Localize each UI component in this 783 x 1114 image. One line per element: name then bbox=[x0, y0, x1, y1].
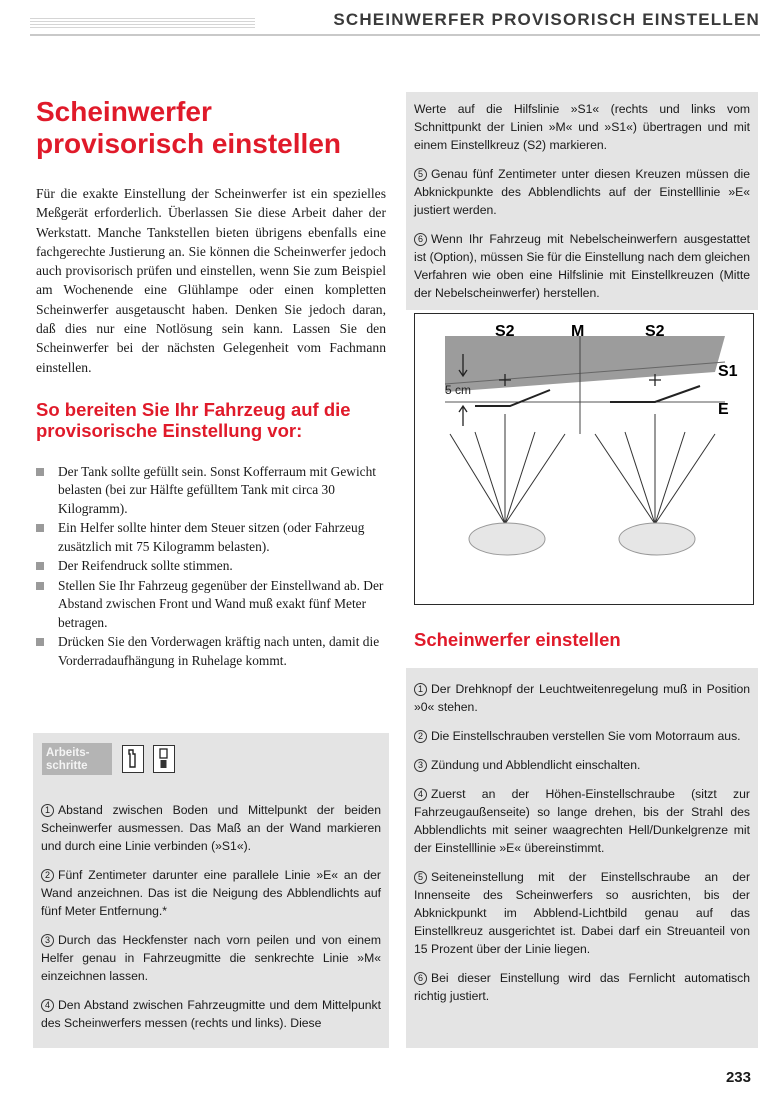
step-number-badge: 1 bbox=[41, 804, 54, 817]
list-item bbox=[36, 557, 386, 576]
beam-lines-right bbox=[595, 414, 715, 524]
label-m: M bbox=[571, 323, 585, 340]
work-steps-box bbox=[33, 733, 389, 1048]
arrow-up-icon bbox=[459, 406, 467, 426]
step-paragraph bbox=[414, 230, 750, 302]
step-number-badge: 1 bbox=[414, 683, 427, 696]
list-item bbox=[36, 519, 386, 556]
bullet-square-icon bbox=[36, 524, 44, 532]
step-paragraph bbox=[414, 756, 750, 774]
headlight-diagram bbox=[414, 313, 754, 605]
wall-shade bbox=[445, 336, 725, 392]
adjust-heading: Scheinwerfer einstellen bbox=[414, 629, 621, 650]
step-number-badge: 3 bbox=[414, 759, 427, 772]
header-decoration bbox=[30, 16, 255, 28]
intro-paragraph: Für die exakte Einstellung der Scheinwerfer ist ein spezielles Meßgerät erforderlich. Überlassen Sie diese Arbeit daher der Werkstatt. Manche Tankstellen bieten übrigens ebenfalls eine fachgerechte Justierung an. Sie können die Scheinwerfer jedoch auch provisorisch prüfen und einstellen, wenn Sie zum Beispiel am Wochenende eine Glühlampe oder einen kompletten Scheinwerfer ausgetauscht haben. Denken Sie jedoch daran, daß dies nur eine Notlösung sein kann. Lassen Sie den Scheinwerfer bei der nächsten Gelegenheit vom Fachmann einstellen. bbox=[36, 186, 386, 375]
label-s1: S1 bbox=[718, 363, 738, 380]
step-text: Fünf Zentimeter darunter eine parallele Linie »E« an der Wand anzeichnen. Das ist die Neigung des Abblendlichts auf fünf Meter Entfernung.* bbox=[41, 868, 381, 918]
label-5cm: 5 cm bbox=[445, 383, 472, 397]
bullet-square-icon bbox=[36, 468, 44, 476]
wrench-icon bbox=[122, 745, 144, 773]
step-number-badge: 3 bbox=[41, 934, 54, 947]
list-item-text: Der Reifendruck sollte stimmen. bbox=[58, 558, 233, 574]
label-s2-left: S2 bbox=[495, 323, 515, 340]
work-steps-label-line2: schritte bbox=[46, 760, 88, 772]
step-text: Durch das Heckfenster nach vorn peilen und von einem Helfer genau in Fahrzeugmitte die senkrechte Linie »M« einzeichnen lassen. bbox=[41, 933, 381, 983]
bulb-icon bbox=[153, 745, 175, 773]
step-text: Zuerst an der Höhen-Einstellschraube (sitzt zur Fahrzeugaußenseite) so lange drehen, bis der Strahl des Abblendlichts mit seiner waagrechten Hell/Dunkelgrenze mit der Einstelllinie »E« übereinstimmt. bbox=[414, 787, 750, 855]
step-paragraph bbox=[414, 969, 750, 1005]
cutoff-left bbox=[475, 390, 550, 406]
step-number-badge: 4 bbox=[41, 999, 54, 1012]
beam-lines-left bbox=[450, 414, 565, 524]
list-item bbox=[36, 463, 386, 519]
step-number-badge: 2 bbox=[414, 730, 427, 743]
preparation-list bbox=[36, 463, 386, 671]
work-steps-label-line1: Arbeits- bbox=[46, 747, 90, 759]
step-paragraph bbox=[41, 866, 381, 920]
step-number-badge: 4 bbox=[414, 788, 427, 801]
work-steps-label bbox=[42, 743, 112, 775]
step-text: Die Einstellschrauben verstellen Sie vom Motorraum aus. bbox=[431, 729, 741, 743]
step-text: Genau fünf Zentimeter unter diesen Kreuzen müssen die Abknickpunkte des Abblendlichts auf der Einstelllinie »E« justiert werden. bbox=[414, 167, 750, 217]
bullet-square-icon bbox=[36, 582, 44, 590]
step-text: Bei dieser Einstellung wird das Fernlicht automatisch richtig justiert. bbox=[414, 971, 750, 1003]
list-item bbox=[36, 633, 386, 670]
label-s2-right: S2 bbox=[645, 323, 665, 340]
bullet-square-icon bbox=[36, 562, 44, 570]
list-item-text: Stellen Sie Ihr Fahrzeug gegenüber der Einstellwand ab. Der Abstand zwischen Front und Wand muß exakt fünf Meter betragen. bbox=[58, 577, 384, 630]
headlamp-right-icon bbox=[619, 523, 695, 555]
step-text: Den Abstand zwischen Fahrzeugmitte und dem Mittelpunkt des Scheinwerfers messen (rechts und links). Diese bbox=[41, 998, 381, 1030]
right-bottom-text bbox=[414, 680, 750, 1016]
step-paragraph bbox=[414, 785, 750, 857]
step-text: Seiteneinstellung mit der Einstellschraube an der Innenseite des Scheinwerfers so ausrichten, bis der Abknickpunkt im Abblend-Lichtbild genau auf das Einstellkreuz ausgerichtet ist. Dabei darf ein Streuanteil von 15 Prozent über der Linie liegen. bbox=[414, 870, 750, 956]
step-number-badge: 2 bbox=[41, 869, 54, 882]
step-paragraph bbox=[41, 931, 381, 985]
step-number-badge: 6 bbox=[414, 972, 427, 985]
step-paragraph bbox=[41, 996, 381, 1032]
list-item-text: Der Tank sollte gefüllt sein. Sonst Kofferraum mit Gewicht belasten (bei zur Hälfte gefülltem Tank mit circa 30 Kilogramm). bbox=[58, 463, 377, 516]
bullet-square-icon bbox=[36, 638, 44, 646]
list-item-text: Ein Helfer sollte hinter dem Steuer sitzen (oder Fahrzeug zusätzlich mit 75 Kilogramm belasten). bbox=[58, 520, 365, 554]
right-top-text bbox=[414, 100, 750, 313]
left-column bbox=[36, 96, 386, 671]
step-paragraph bbox=[414, 680, 750, 716]
label-e: E bbox=[718, 401, 729, 418]
step-number-badge: 5 bbox=[414, 168, 427, 181]
page-header bbox=[30, 8, 760, 36]
work-steps-text bbox=[41, 801, 381, 1043]
header-title: SCHEINWERFER PROVISORISCH EINSTELLEN bbox=[333, 10, 760, 29]
preparation-heading: So bereiten Sie Ihr Fahrzeug auf die provisorische Einstellung vor: bbox=[36, 398, 351, 441]
page-title: Scheinwerfer provisorisch einstellen bbox=[36, 96, 341, 159]
step-paragraph bbox=[414, 868, 750, 958]
step-text: Wenn Ihr Fahrzeug mit Nebelscheinwerfern ausgestattet ist (Option), müssen Sie für die Einstellung nach dem gleichen Verfahren wie oben eine Hilfslinie mit Einstellkreuzen (Mitte der Nebelscheinwerfer) herstellen. bbox=[414, 232, 751, 300]
continuation-paragraph: Werte auf die Hilfslinie »S1« (rechts und links vom Schnittpunkt der Linien »M« und »S1«) übertragen und mit einem Einstellkreuz (S2) markieren. bbox=[414, 102, 750, 152]
step-text: Abstand zwischen Boden und Mittelpunkt der beiden Scheinwerfer ausmessen. Das Maß an der Wand markieren und durch eine Linie verbinden (»S1«). bbox=[41, 803, 381, 853]
headlamp-left-icon bbox=[469, 523, 545, 555]
page-number: 233 bbox=[725, 1069, 751, 1086]
step-paragraph bbox=[414, 727, 750, 745]
diagram-svg bbox=[415, 314, 753, 604]
step-text: Der Drehknopf der Leuchtweitenregelung muß in Position »0« stehen. bbox=[414, 682, 750, 714]
step-paragraph bbox=[41, 801, 381, 855]
step-text: Zündung und Abblendlicht einschalten. bbox=[431, 758, 641, 772]
cutoff-right bbox=[610, 386, 700, 402]
list-item-text: Drücken Sie den Vorderwagen kräftig nach unten, damit die Vorderradaufhängung in Ruhelage kommt. bbox=[58, 634, 380, 668]
step-number-badge: 5 bbox=[414, 871, 427, 884]
step-paragraph bbox=[414, 165, 750, 219]
list-item bbox=[36, 577, 386, 633]
step-number-badge: 6 bbox=[414, 233, 427, 246]
